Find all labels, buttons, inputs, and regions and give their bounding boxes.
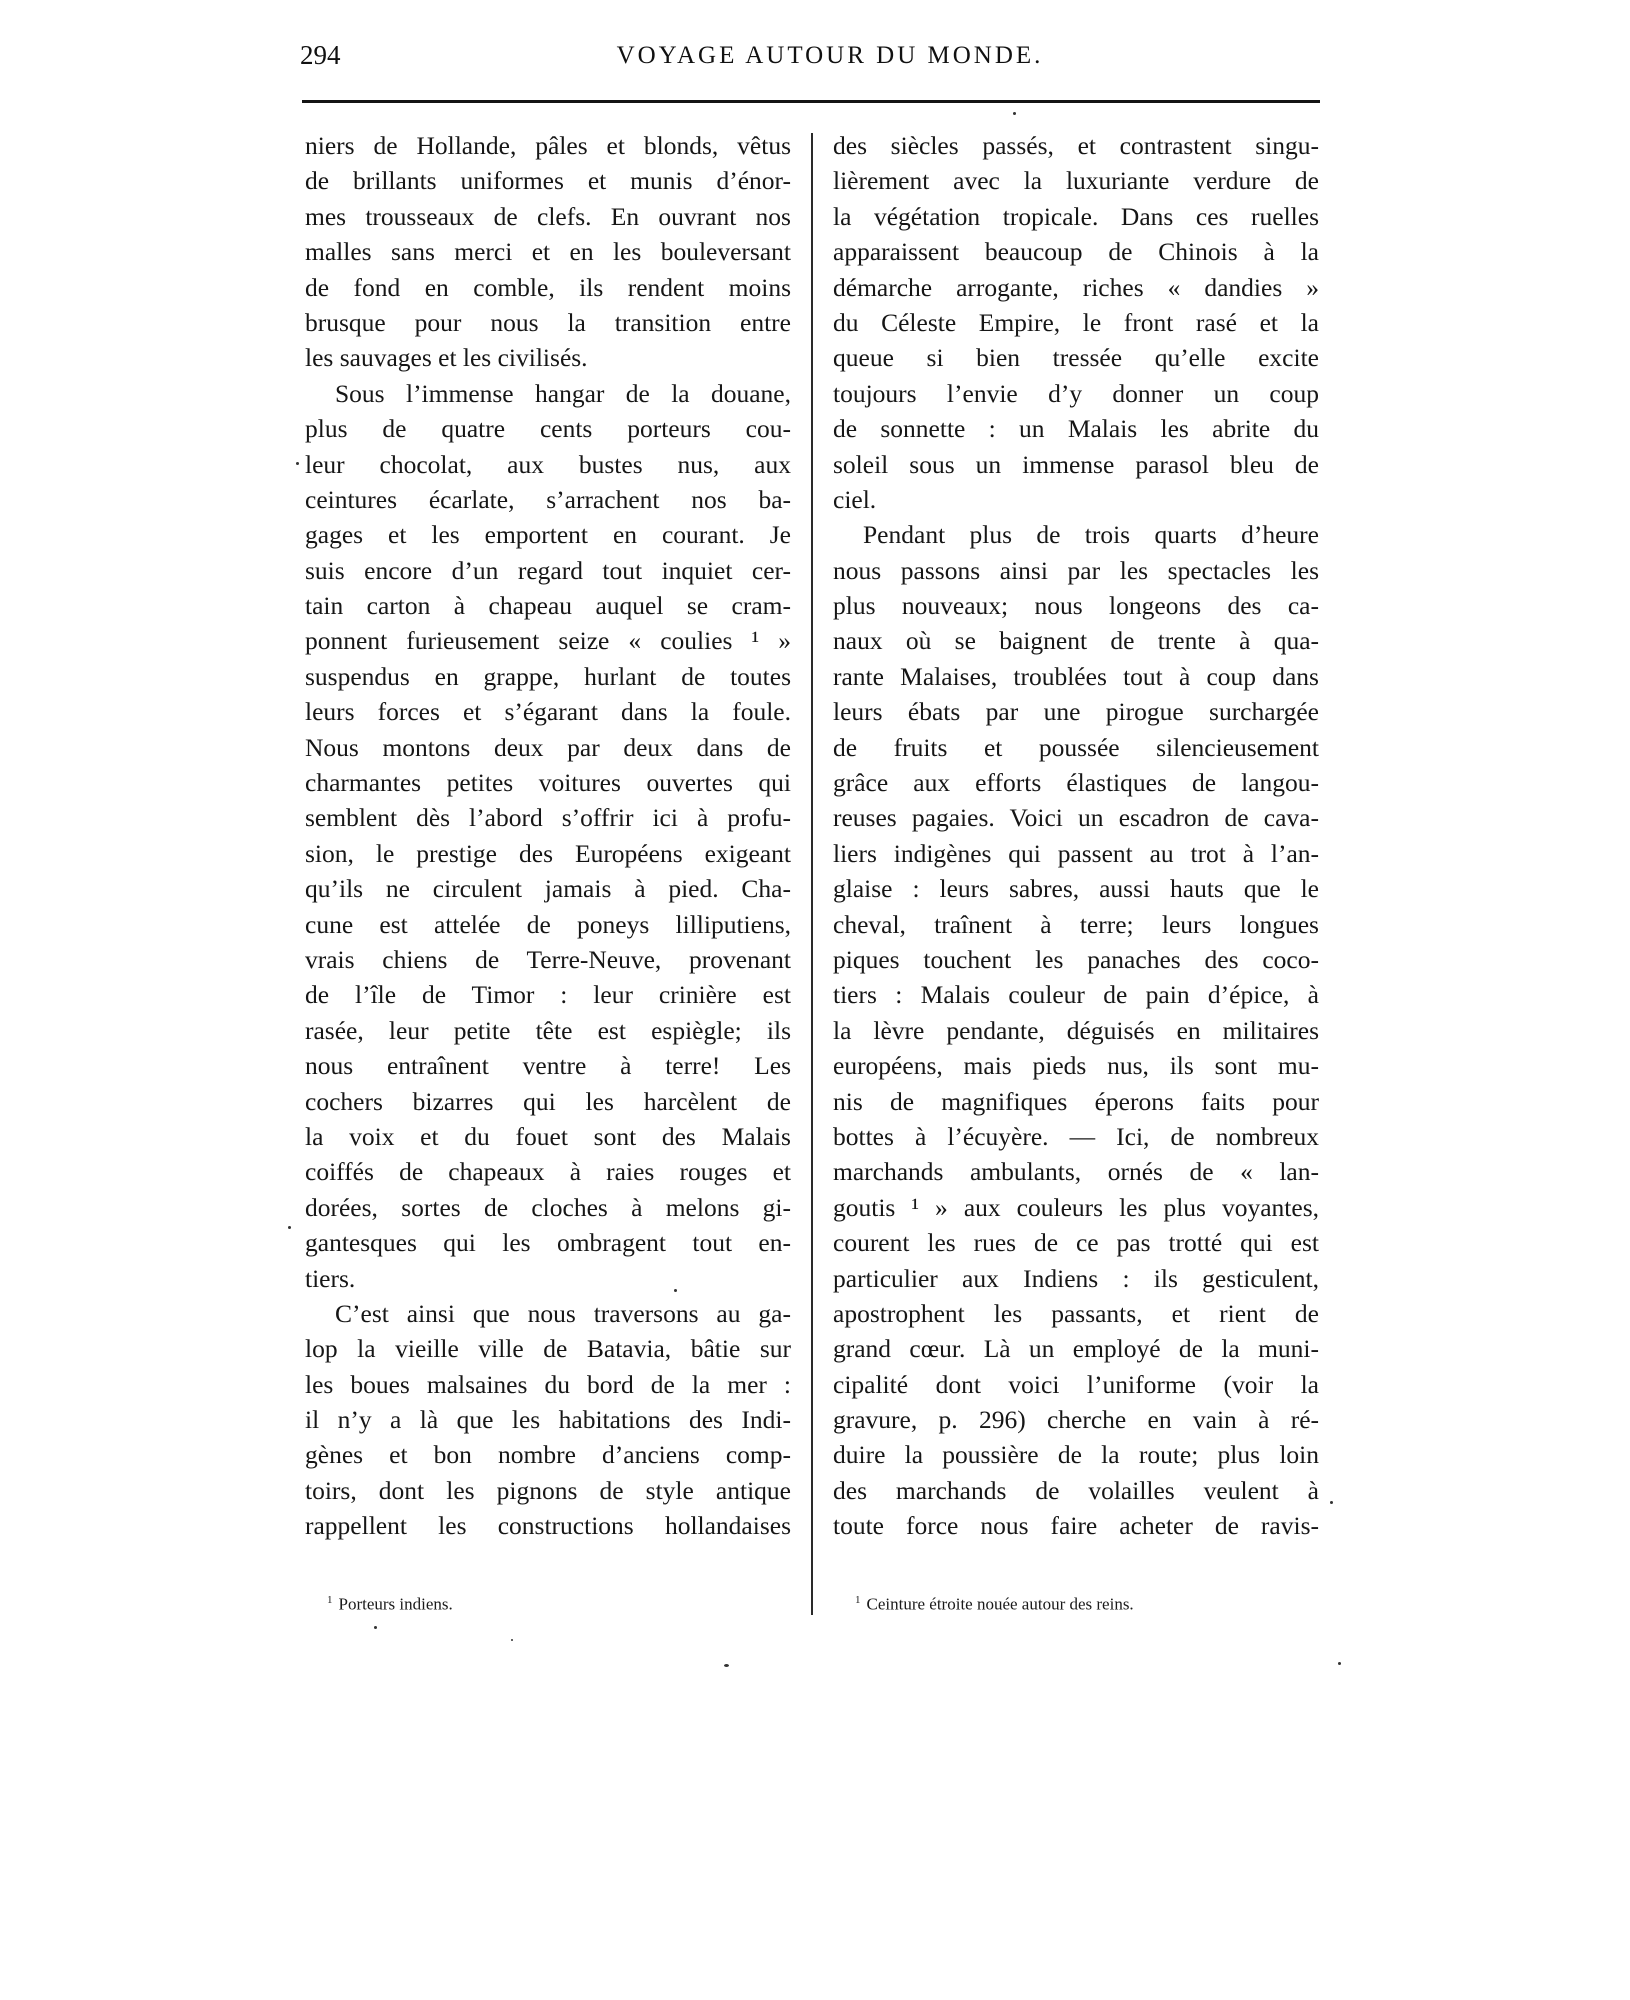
text-line: de sonnette : un Malais les abrite du [833, 414, 1319, 444]
text-line: rante Malaises, troublées tout à coup dans [833, 661, 1319, 691]
text-line: particulier aux Indiens : ils gesticulent, [833, 1263, 1319, 1293]
text-line: plus nouveaux; nous longeons des ca- [833, 591, 1319, 621]
text-line: gènes et bon nombre d’anciens comp- [305, 1440, 791, 1470]
scan-speck [288, 1226, 291, 1229]
footnote-marker: 1 [327, 1594, 333, 1606]
text-line: nous passons ainsi par les spectacles les [833, 555, 1319, 585]
text-line: apostrophent les passants, et rient de [833, 1298, 1319, 1328]
scan-speck [724, 1664, 729, 1667]
text-line: duire la poussière de la route; plus loin [833, 1440, 1319, 1470]
text-line: queue si bien tressée qu’elle excite [833, 343, 1319, 373]
text-line: suspendus en grappe, hurlant de toutes [305, 661, 791, 691]
text-line: nous entraînent ventre à terre! Les [305, 1051, 791, 1081]
text-line: la végétation tropicale. Dans ces ruelles [833, 201, 1319, 231]
text-line: piques touchent les panaches des coco- [833, 944, 1319, 974]
text-line: goutis ¹ » aux couleurs les plus voyantes, [833, 1192, 1319, 1222]
text-line: cheval, traînent à terre; leurs longues [833, 909, 1319, 939]
text-line: ponnent furieusement seize « coulies ¹ » [305, 626, 791, 656]
text-line: suis encore d’un regard tout inquiet cer- [305, 555, 791, 585]
footnote-text: Porteurs indiens. [338, 1594, 453, 1614]
text-line: niers de Hollande, pâles et blonds, vêtus [305, 131, 791, 160]
text-line: vrais chiens de Terre-Neuve, provenant [305, 944, 791, 974]
text-line: toirs, dont les pignons de style antique [305, 1475, 791, 1505]
text-line: Pendant plus de trois quarts d’heure [863, 520, 1319, 550]
footnote-text: Ceinture étroite nouée autour des reins. [866, 1594, 1134, 1614]
column-divider [811, 133, 813, 1615]
header-rule [302, 100, 1320, 103]
text-line: gages et les emportent en courant. Je [305, 520, 791, 550]
text-line: qu’ils ne circulent jamais à pied. Cha- [305, 874, 791, 904]
text-line: lièrement avec la luxuriante verdure de [833, 166, 1319, 196]
footnote-right [855, 1594, 1134, 1615]
text-line: nis de magnifiques éperons faits pour [833, 1086, 1319, 1116]
text-line: cipalité dont voici l’uniforme (voir la [833, 1369, 1319, 1399]
text-line: du Céleste Empire, le front rasé et la [833, 307, 1319, 337]
text-line: tain carton à chapeau auquel se cram- [305, 591, 791, 621]
text-line: liers indigènes qui passent au trot à l’an- [833, 838, 1319, 868]
text-line: rappellent les constructions hollandaises [305, 1511, 791, 1541]
scan-speck [1330, 1501, 1333, 1504]
scan-speck [1338, 1662, 1341, 1665]
text-line: de l’île de Timor : leur crinière est [305, 980, 791, 1010]
text-line: reuses pagaies. Voici un escadron de cava- [833, 803, 1319, 833]
text-line: plus de quatre cents porteurs cou- [305, 414, 791, 444]
text-line: les boues malsaines du bord de la mer : [305, 1369, 791, 1399]
text-line: tiers. [305, 1263, 356, 1293]
text-line: ciel. [833, 484, 877, 514]
text-line: cune est attelée de poneys lilliputiens, [305, 909, 791, 939]
text-line: sion, le prestige des Européens exigeant [305, 838, 791, 868]
text-line: Nous montons deux par deux dans de [305, 732, 791, 762]
left-column [305, 128, 791, 1544]
text-line: brusque pour nous la transition entre [305, 307, 791, 337]
text-line: leurs ébats par une pirogue surchargée [833, 697, 1319, 727]
text-line: leur chocolat, aux bustes nus, aux [305, 449, 791, 479]
running-title: VOYAGE AUTOUR DU MONDE. [616, 42, 1044, 69]
text-line: lop la vieille ville de Batavia, bâtie sur [305, 1334, 791, 1364]
text-line: mes trousseaux de clefs. En ouvrant nos [305, 201, 791, 231]
text-line: malles sans merci et en les bouleversant [305, 237, 791, 267]
page-header [300, 40, 1320, 80]
footnote-marker: 1 [855, 1594, 861, 1606]
scan-speck [296, 462, 299, 465]
scan-speck [1013, 112, 1016, 115]
text-line: grand cœur. Là un employé de la muni- [833, 1334, 1319, 1364]
text-line: semblent dès l’abord s’offrir ici à profu- [305, 803, 791, 833]
text-line: européens, mais pieds nus, ils sont mu- [833, 1051, 1319, 1081]
text-line: tiers : Malais couleur de pain d’épice, à [833, 980, 1319, 1010]
text-line: leurs forces et s’égarant dans la foule. [305, 697, 791, 727]
text-line: soleil sous un immense parasol bleu de [833, 449, 1319, 479]
text-line: grâce aux efforts élastiques de langou- [833, 768, 1319, 798]
scan-speck [511, 1639, 513, 1641]
text-line: dorées, sortes de cloches à melons gi- [305, 1192, 791, 1222]
text-line: de fond en comble, ils rendent moins [305, 272, 791, 302]
text-line: rasée, leur petite tête est espiègle; ils [305, 1015, 791, 1045]
text-line: C’est ainsi que nous traversons au ga- [335, 1298, 791, 1328]
scan-speck [374, 1626, 377, 1629]
text-line: il n’y a là que les habitations des Indi- [305, 1405, 791, 1435]
text-line: glaise : leurs sabres, aussi hauts que le [833, 874, 1319, 904]
text-line: la lèvre pendante, déguisés en militaires [833, 1015, 1319, 1045]
text-line: les sauvages et les civilisés. [305, 343, 588, 373]
text-line: ceintures écarlate, s’arrachent nos ba- [305, 484, 791, 514]
text-line: naux où se baignent de trente à qua- [833, 626, 1319, 656]
text-line: apparaissent beaucoup de Chinois à la [833, 237, 1319, 267]
text-line: charmantes petites voitures ouvertes qui [305, 768, 791, 798]
text-line: marchands ambulants, ornés de « lan- [833, 1157, 1319, 1187]
text-line: gravure, p. 296) cherche en vain à ré- [833, 1405, 1319, 1435]
right-column [833, 128, 1319, 1544]
text-line: bottes à l’écuyère. — Ici, de nombreux [833, 1121, 1319, 1151]
scan-speck [674, 1289, 677, 1292]
text-line: toujours l’envie d’y donner un coup [833, 378, 1319, 408]
text-line: cochers bizarres qui les harcèlent de [305, 1086, 791, 1116]
text-line: de fruits et poussée silencieusement [833, 732, 1319, 762]
text-line: Sous l’immense hangar de la douane, [335, 378, 791, 408]
text-line: des marchands de volailles veulent à [833, 1475, 1319, 1505]
footnote-left [327, 1594, 453, 1615]
page-number: 294 [300, 40, 341, 70]
text-line: toute force nous faire acheter de ravis- [833, 1511, 1319, 1541]
text-line: des siècles passés, et contrastent singu- [833, 131, 1319, 160]
text-line: démarche arrogante, riches « dandies » [833, 272, 1319, 302]
text-line: de brillants uniformes et munis d’énor- [305, 166, 791, 196]
text-line: coiffés de chapeaux à raies rouges et [305, 1157, 791, 1187]
text-line: courent les rues de ce pas trotté qui est [833, 1228, 1319, 1258]
text-line: la voix et du fouet sont des Malais [305, 1121, 791, 1151]
text-line: gantesques qui les ombragent tout en- [305, 1228, 791, 1258]
